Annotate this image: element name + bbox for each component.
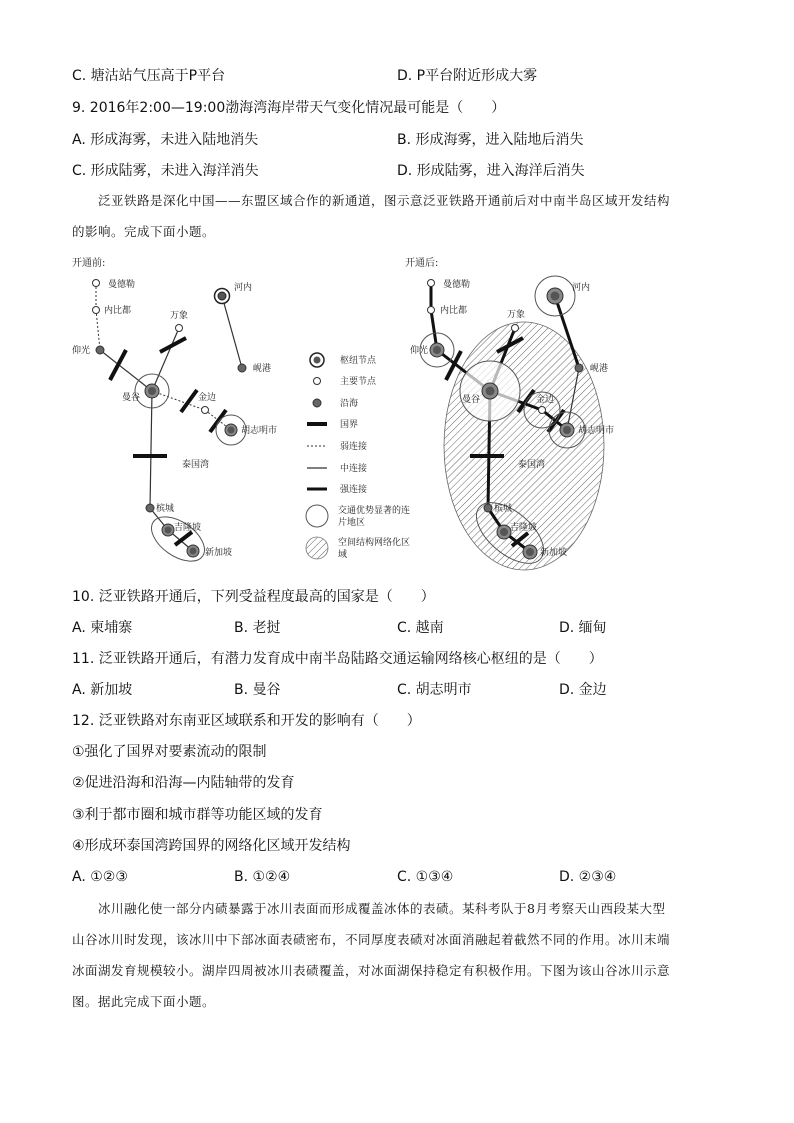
legend-strong: 强连接 [340,485,368,495]
before-label-naypyidaw: 内比都 [104,306,132,316]
legend-major: 主要节点 [340,377,377,387]
after-label-hatyai: 槟城 [494,504,513,514]
after-label-naypyidaw: 内比都 [440,306,468,316]
after-title: 开通后: [405,258,439,269]
passage-glacier-line3: 冰面湖发育规模较小。湖岸四周被冰川表碛覆盖，对冰面湖保持稳定有积极作用。下图为该山谷冰川示意 [72,963,671,978]
after-label-hcmc: 胡志明市 [578,426,615,436]
after-label-singapore: 新加坡 [540,548,568,558]
q11-option-b[interactable]: B. 曼谷 [234,682,281,698]
q9-option-c[interactable]: C. 形成陆雾，未进入海洋消失 [72,163,259,179]
q10-option-a[interactable]: A. 柬埔寨 [72,620,133,636]
before-label-singapore: 新加坡 [205,548,233,558]
q10-option-b[interactable]: B. 老挝 [234,620,281,636]
legend-medium: 中连接 [340,464,368,474]
legend [306,353,410,565]
q9-option-a[interactable]: A. 形成海雾，未进入陆地消失 [72,132,259,148]
q12-option-b[interactable]: B. ①②④ [234,869,291,885]
after-label-kl: 吉隆坡 [510,523,538,533]
before-label-vientiane: 万象 [170,311,189,321]
before-label-phnompenh: 金边 [198,393,217,403]
q11-stem: 11. 泛亚铁路开通后，有潜力发育成中南半岛陆路交通运输网络核心枢纽的是（ ） [72,651,603,667]
after-label-phnompenh: 金边 [536,395,555,405]
q12-stem: 12. 泛亚铁路对东南亚区域联系和开发的影响有（ ） [72,713,421,729]
after-label-vientiane: 万象 [507,310,526,320]
rail-figure [60,250,640,580]
legend-border: 国界 [340,420,359,430]
q10-option-c[interactable]: C. 越南 [397,620,444,636]
q9-option-d[interactable]: D. 形成陆雾，进入海洋后消失 [397,163,585,179]
after-label-yangon: 仰光 [410,346,429,356]
passage-glacier-line4: 图。据此完成下面小题。 [72,994,216,1009]
passage-rail-line2: 的影响。完成下面小题。 [72,224,216,239]
before-label-bangkok: 曼谷 [122,393,141,403]
passage-glacier [72,893,722,1017]
q12-option-d[interactable]: D. ②③④ [559,869,617,885]
q10-stem: 10. 泛亚铁路开通后，下列受益程度最高的国家是（ ） [72,589,435,605]
passage-glacier-line1: 冰川融化使一部分内碛暴露于冰川表面而形成覆盖冰体的表碛。某科考队于8月考察天山西段某大型 [98,901,666,916]
before-label-hcmc: 胡志明市 [241,426,278,436]
legend-advantage: 交通优势显著的连片地区 [338,506,410,528]
q9-stem: 9. 2016年2:00—19:00渤海湾海岸带天气变化情况最可能是（ ） [72,100,506,116]
passage-glacier-line2: 山谷冰川时发现，该冰川中下部冰面表碛密布，不同厚度表碛对冰面消融起着截然不同的作用。冰川末端 [72,932,671,947]
legend-hub: 枢纽节点 [340,356,377,366]
after-label-bangkok: 曼谷 [462,395,481,405]
q10-option-d[interactable]: D. 缅甸 [559,620,607,636]
after-label-hanoi: 河内 [572,283,591,293]
before-label-hanoi: 河内 [234,283,253,293]
q12-statement-3: ③利于都市圈和城市群等功能区域的发育 [72,807,323,823]
before-label-haiphong: 岘港 [253,364,272,374]
after-label-gulf: 泰国湾 [518,460,546,470]
q11-option-d[interactable]: D. 金边 [559,682,607,698]
before-label-kl: 吉隆坡 [174,523,202,533]
legend-weak: 弱连接 [340,442,368,452]
q8-option-c[interactable]: C. 塘沽站气压高于P平台 [72,68,226,84]
before-label-hatyai: 槟城 [156,504,175,514]
q9-option-b[interactable]: B. 形成海雾，进入陆地后消失 [397,132,584,148]
before-label-mandalay: 曼德勒 [108,280,136,290]
q11-option-c[interactable]: C. 胡志明市 [397,682,472,698]
before-title: 开通前: [72,258,106,269]
q11-option-a[interactable]: A. 新加坡 [72,682,133,698]
q8-option-d[interactable]: D. P平台附近形成大雾 [397,68,538,84]
q12-statement-4: ④形成环泰国湾跨国界的网络化区域开发结构 [72,838,351,854]
q12-statement-2: ②促进沿海和沿海—内陆轴带的发育 [72,775,295,791]
passage-rail-line1: 泛亚铁路是深化中国——东盟区域合作的新通道，图示意泛亚铁路开通前后对中南半岛区域开发结构 [98,193,671,208]
legend-network: 空间结构网络化区域 [338,538,410,560]
legend-coastal: 沿海 [340,399,359,409]
after-label-mandalay: 曼德勒 [443,280,471,290]
q12-option-c[interactable]: C. ①③④ [397,869,454,885]
after-label-haiphong: 岘港 [590,364,609,374]
q12-option-a[interactable]: A. ①②③ [72,869,128,885]
q12-statement-1: ①强化了国界对要素流动的限制 [72,744,267,760]
before-label-gulf: 泰国湾 [182,460,210,470]
before-label-yangon: 仰光 [72,346,91,356]
passage-rail [72,185,722,247]
